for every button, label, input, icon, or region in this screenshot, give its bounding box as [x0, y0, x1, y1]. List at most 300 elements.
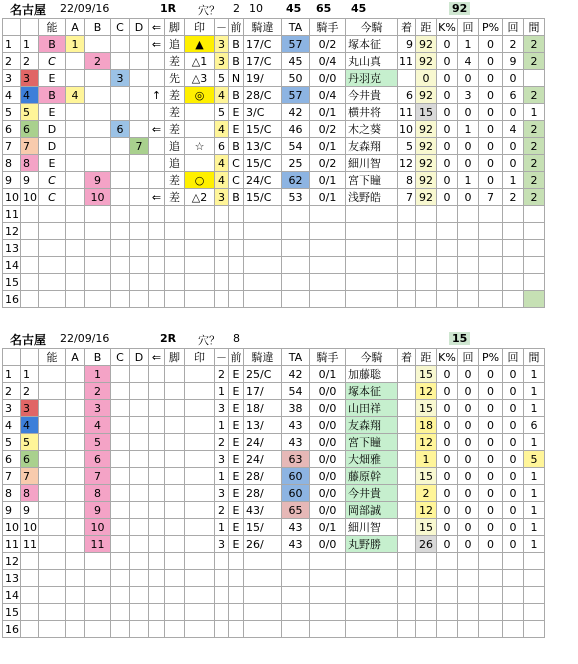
col-a [66, 172, 85, 189]
arrow-mark [149, 138, 165, 155]
distance [416, 570, 437, 587]
post-number: 6 [21, 121, 39, 138]
k-percent: 0 [437, 502, 458, 519]
dash-value: 4 [215, 155, 229, 172]
col-a [66, 121, 85, 138]
finish-position [398, 553, 416, 570]
dash-value: 4 [215, 172, 229, 189]
finish-position: 10 [398, 121, 416, 138]
col-d [130, 291, 149, 308]
column-header: 前 [230, 350, 242, 364]
jockey-change: 19/ [244, 70, 282, 87]
arrow-mark [149, 383, 165, 400]
prev-grade: E [229, 536, 244, 553]
kai-count: 0 [458, 417, 479, 434]
col-b: 7 [85, 468, 111, 485]
running-style: 差 [165, 53, 185, 70]
interval [524, 291, 545, 308]
dash-value: 4 [215, 87, 229, 104]
kai2-count: 0 [503, 451, 524, 468]
ability-grade: E [39, 70, 66, 87]
dash-value: 5 [215, 104, 229, 121]
dash-value [215, 223, 229, 240]
post-number: 3 [21, 70, 39, 87]
kai2-count: 0 [503, 70, 524, 87]
prev-grade: E [229, 434, 244, 451]
column-header: 距 [416, 349, 437, 366]
interval [524, 570, 545, 587]
column-header: D [130, 19, 149, 36]
running-style [165, 519, 185, 536]
row-number: 14 [3, 257, 21, 274]
kai2-count [503, 553, 524, 570]
jockey-change: 15/ [244, 519, 282, 536]
interval: 1 [524, 502, 545, 519]
running-style [165, 570, 185, 587]
post-number: 3 [21, 400, 39, 417]
col-d [130, 587, 149, 604]
current-jockey: 木之葵 [346, 121, 398, 138]
finish-position [398, 434, 416, 451]
distance [416, 223, 437, 240]
jockey-change: 13/ [244, 417, 282, 434]
current-jockey: 丸野勝 [346, 536, 398, 553]
kai2-count: 2 [503, 189, 524, 206]
prediction-mark [185, 155, 215, 172]
distance: 0 [416, 70, 437, 87]
column-header: C [111, 19, 130, 36]
prediction-mark: △3 [185, 70, 215, 87]
table-row [3, 240, 545, 257]
col-d [130, 104, 149, 121]
post-number: 5 [21, 434, 39, 451]
ta-value: 63 [282, 451, 310, 468]
column-header: 回 [503, 349, 524, 366]
table-row [3, 417, 545, 434]
p-percent [479, 587, 503, 604]
arrow-mark [149, 104, 165, 121]
col-d [130, 485, 149, 502]
col-c [111, 274, 130, 291]
k-percent: 0 [437, 172, 458, 189]
ta-value [282, 206, 310, 223]
k-percent [437, 553, 458, 570]
col-a: 4 [66, 87, 85, 104]
finish-position [398, 417, 416, 434]
post-number: 6 [21, 451, 39, 468]
kai2-count [503, 570, 524, 587]
finish-position: 11 [398, 53, 416, 70]
column-header: 着 [398, 19, 416, 36]
running-style [165, 400, 185, 417]
row-number: 10 [3, 189, 21, 206]
k-percent [437, 206, 458, 223]
col-b [85, 291, 111, 308]
k-percent [437, 570, 458, 587]
post-number [21, 291, 39, 308]
prediction-mark [185, 587, 215, 604]
jockey-change: 13/C [244, 138, 282, 155]
prediction-mark: △1 [185, 53, 215, 70]
jockey-record: 0/4 [310, 87, 346, 104]
race2-header [2, 330, 575, 348]
col-c [111, 621, 130, 638]
row-number: 6 [3, 451, 21, 468]
jockey-change [244, 570, 282, 587]
current-jockey: 大畑雅 [346, 451, 398, 468]
row-number: 16 [3, 291, 21, 308]
col-c [111, 536, 130, 553]
row-number: 13 [3, 570, 21, 587]
finish-position [398, 502, 416, 519]
col-c [111, 87, 130, 104]
arrow-mark [149, 536, 165, 553]
dash-value: 3 [215, 189, 229, 206]
k-percent: 0 [437, 485, 458, 502]
k-percent [437, 257, 458, 274]
current-jockey: 宮下瞳 [346, 434, 398, 451]
interval [524, 206, 545, 223]
col-b [85, 104, 111, 121]
arrow-mark [149, 206, 165, 223]
race2-ana-value: 8 [233, 332, 240, 345]
running-style [165, 366, 185, 383]
p-percent [479, 553, 503, 570]
col-a [66, 570, 85, 587]
column-header: 脚 [165, 19, 185, 36]
jockey-change: 26/ [244, 536, 282, 553]
column-header: 騎違 [244, 19, 282, 36]
col-c [111, 434, 130, 451]
col-d [130, 621, 149, 638]
interval [524, 553, 545, 570]
running-style [165, 291, 185, 308]
arrow-mark [149, 485, 165, 502]
table-row [3, 519, 545, 536]
arrow-mark [149, 519, 165, 536]
row-number: 4 [3, 417, 21, 434]
current-jockey [346, 274, 398, 291]
ability-grade [39, 257, 66, 274]
col-a: 1 [66, 36, 85, 53]
prediction-mark [185, 104, 215, 121]
ability-grade [39, 383, 66, 400]
row-number: 8 [3, 155, 21, 172]
interval: 1 [524, 434, 545, 451]
col-b: 10 [85, 519, 111, 536]
jockey-change: 15/C [244, 155, 282, 172]
prediction-mark [185, 400, 215, 417]
distance: 12 [416, 383, 437, 400]
kai2-count [503, 621, 524, 638]
p-percent [479, 240, 503, 257]
dash-value [215, 240, 229, 257]
col-c [111, 155, 130, 172]
jockey-change [244, 587, 282, 604]
distance [416, 553, 437, 570]
col-b [85, 155, 111, 172]
current-jockey [346, 553, 398, 570]
col-d [130, 121, 149, 138]
column-header: A [66, 349, 85, 366]
column-header: 間 [524, 349, 545, 366]
interval: 5 [524, 451, 545, 468]
prediction-mark [185, 121, 215, 138]
column-header: 騎手 [310, 19, 346, 36]
ability-grade [39, 400, 66, 417]
ta-value: 43 [282, 519, 310, 536]
finish-position [398, 485, 416, 502]
dash-value: 3 [215, 536, 229, 553]
k-percent [437, 274, 458, 291]
row-number: 15 [3, 274, 21, 291]
prev-grade: E [229, 104, 244, 121]
ta-value: 60 [282, 485, 310, 502]
table-row [3, 553, 545, 570]
table-row [3, 400, 545, 417]
col-c [111, 451, 130, 468]
prediction-mark: ○ [185, 172, 215, 189]
running-style [165, 240, 185, 257]
race2-ana-label: 穴？ [198, 334, 220, 347]
col-b [85, 587, 111, 604]
jockey-change [244, 223, 282, 240]
k-percent: 0 [437, 451, 458, 468]
prev-grade: E [229, 383, 244, 400]
finish-position [398, 570, 416, 587]
post-number [21, 257, 39, 274]
p-percent: 0 [479, 104, 503, 121]
distance [416, 621, 437, 638]
col-b [85, 138, 111, 155]
p-percent [479, 604, 503, 621]
table-row [3, 104, 545, 121]
running-style [165, 383, 185, 400]
finish-position [398, 383, 416, 400]
column-header: P% [479, 349, 503, 366]
column-header: B [85, 19, 111, 36]
jockey-record [310, 223, 346, 240]
column-header [3, 349, 21, 366]
ta-value: 57 [282, 36, 310, 53]
arrow-mark: ⇐ [149, 189, 165, 206]
p-percent: 0 [479, 502, 503, 519]
running-style: 差 [165, 87, 185, 104]
current-jockey: 藤原幹 [346, 468, 398, 485]
col-a [66, 587, 85, 604]
post-number: 2 [21, 53, 39, 70]
table-row [3, 383, 545, 400]
col-d [130, 570, 149, 587]
race1-number: 1R [160, 2, 177, 15]
current-jockey: 岡部誠 [346, 502, 398, 519]
col-b: 11 [85, 536, 111, 553]
interval [524, 587, 545, 604]
col-b [85, 257, 111, 274]
distance: 15 [416, 400, 437, 417]
arrow-mark [149, 502, 165, 519]
ability-grade [39, 587, 66, 604]
prev-grade [229, 621, 244, 638]
prev-grade: N [229, 70, 244, 87]
kai-count: 4 [458, 53, 479, 70]
race1-top-right: 92 [449, 2, 470, 15]
p-percent: 0 [479, 451, 503, 468]
table-row [3, 366, 545, 383]
table-row [3, 257, 545, 274]
p-percent [479, 274, 503, 291]
running-style [165, 587, 185, 604]
column-header: 印 [185, 19, 215, 36]
col-c [111, 468, 130, 485]
distance: 12 [416, 502, 437, 519]
dash-value [215, 587, 229, 604]
kai2-count: 0 [503, 485, 524, 502]
running-style [165, 417, 185, 434]
col-a [66, 155, 85, 172]
p-percent: 0 [479, 468, 503, 485]
col-c [111, 502, 130, 519]
finish-position [398, 468, 416, 485]
running-style: 差 [165, 104, 185, 121]
column-header: A [66, 19, 85, 36]
dash-value: 5 [215, 70, 229, 87]
distance: 1 [416, 451, 437, 468]
finish-position [398, 70, 416, 87]
current-jockey [346, 206, 398, 223]
column-header: 今騎 [346, 19, 398, 36]
col-a [66, 519, 85, 536]
dash-value: 1 [215, 383, 229, 400]
col-d [130, 502, 149, 519]
race2-table [2, 348, 545, 638]
col-b [85, 604, 111, 621]
ta-value: 62 [282, 172, 310, 189]
p-percent: 0 [479, 400, 503, 417]
k-percent: 0 [437, 417, 458, 434]
column-header: C [111, 349, 130, 366]
post-number: 2 [21, 383, 39, 400]
prev-grade [229, 257, 244, 274]
current-jockey [346, 223, 398, 240]
ta-value [282, 587, 310, 604]
race1-date: 22/09/16 [60, 2, 110, 15]
interval [524, 604, 545, 621]
col-d: 7 [130, 138, 149, 155]
current-jockey: 塚本征 [346, 383, 398, 400]
ability-grade: E [39, 104, 66, 121]
distance: 2 [416, 485, 437, 502]
dash-value: 3 [215, 400, 229, 417]
col-b: 9 [85, 172, 111, 189]
current-jockey: 細川智 [346, 155, 398, 172]
kai-count: 0 [458, 400, 479, 417]
col-c [111, 570, 130, 587]
arrow-mark: ↑ [149, 87, 165, 104]
prediction-mark [185, 206, 215, 223]
post-number: 8 [21, 485, 39, 502]
col-a [66, 104, 85, 121]
post-number: 1 [21, 366, 39, 383]
col-b [85, 70, 111, 87]
jockey-change: 17/C [244, 36, 282, 53]
dash-value: 6 [215, 138, 229, 155]
jockey-record [310, 257, 346, 274]
kai2-count: 0 [503, 104, 524, 121]
col-c [111, 553, 130, 570]
table-row [3, 570, 545, 587]
column-header: ⇐ [149, 19, 165, 36]
table-row [3, 587, 545, 604]
arrow-mark [149, 53, 165, 70]
jockey-change: 24/ [244, 451, 282, 468]
running-style: 先 [165, 70, 185, 87]
col-d [130, 87, 149, 104]
prev-grade: E [229, 417, 244, 434]
running-style [165, 485, 185, 502]
col-a [66, 621, 85, 638]
finish-position [398, 223, 416, 240]
row-number: 15 [3, 604, 21, 621]
col-c [111, 519, 130, 536]
ability-grade: D [39, 121, 66, 138]
col-a [66, 451, 85, 468]
interval: 2 [524, 138, 545, 155]
current-jockey: 友森翔 [346, 138, 398, 155]
running-style [165, 621, 185, 638]
current-jockey [346, 621, 398, 638]
col-b [85, 570, 111, 587]
column-header: D [130, 349, 149, 366]
k-percent [437, 291, 458, 308]
prediction-mark [185, 502, 215, 519]
prev-grade [229, 587, 244, 604]
kai-count: 0 [458, 502, 479, 519]
running-style: 追 [165, 155, 185, 172]
arrow-mark [149, 257, 165, 274]
kai-count: 0 [458, 138, 479, 155]
col-a [66, 468, 85, 485]
kai2-count: 0 [503, 138, 524, 155]
prev-grade: B [229, 189, 244, 206]
prediction-mark [185, 274, 215, 291]
table-row [3, 172, 545, 189]
interval: 2 [524, 172, 545, 189]
col-d [130, 240, 149, 257]
finish-position [398, 536, 416, 553]
kai-count [458, 587, 479, 604]
col-c [111, 383, 130, 400]
jockey-change: 28/ [244, 468, 282, 485]
arrow-mark [149, 291, 165, 308]
kai-count: 1 [458, 121, 479, 138]
kai2-count [503, 257, 524, 274]
jockey-record: 0/0 [310, 434, 346, 451]
dash-value: 4 [215, 121, 229, 138]
race1-val-b: 45 [286, 2, 302, 15]
col-b: 4 [85, 417, 111, 434]
dash-value [215, 257, 229, 274]
col-a [66, 189, 85, 206]
col-c [111, 53, 130, 70]
ability-grade [39, 519, 66, 536]
k-percent [437, 604, 458, 621]
column-header: － [216, 20, 227, 34]
interval: 2 [524, 87, 545, 104]
finish-position [398, 604, 416, 621]
col-b: 8 [85, 485, 111, 502]
kai2-count [503, 274, 524, 291]
